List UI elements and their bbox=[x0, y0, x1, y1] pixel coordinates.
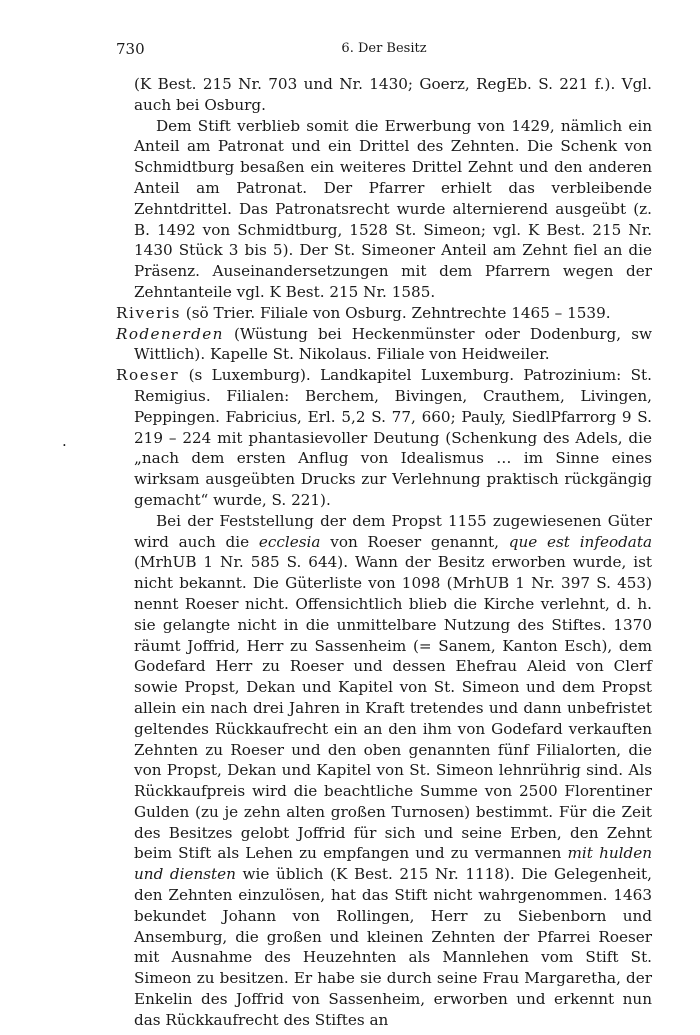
entry-rodenerden bbox=[116, 324, 652, 366]
entry-text: (s Luxemburg). Landkapitel Luxemburg. Patrozinium: St. Remigius. Filialen: Berchem, Bivingen, Crauthem, Livingen, Peppingen. Fabricius, Erl. 5,2 S. 77, 660; Pauly, SiedlPfarrorg 9 S. 219 – 224 mit phantasievoller Deutung (Schenkung des Adels, die „nach dem ersten Anflug von Idealismus … im Sinne eines wirksam ausgeübten Drucks zur Verlehnung praktisch rückgängig gemacht“ wurde, S. 221). bbox=[134, 366, 652, 509]
entry-riveris bbox=[116, 303, 652, 324]
place-name: Rodenerden bbox=[116, 324, 224, 343]
page-header bbox=[116, 40, 652, 60]
text-run: wie üblich (K Best. 215 Nr. 1118). Die Gelegenheit, den Zehnten einzulösen, hat das Stift nicht wahrgenommen. 1463 bekundet Johann von Rollingen, Herr zu Siebenborn und Ansemburg, die großen und kleinen Zehnten der Pfarrei Roeser mit Ausnahme des Heuzehnten als Mannlehen vom Stift St. Simeon zu besitzen. Er habe sie durch seine Frau Margaretha, der Enkelin des Joffrid von Sassenheim, erworben und erkennt nun das Rückkaufrecht des Stiftes an bbox=[134, 865, 652, 1029]
running-head: 6. Der Besitz bbox=[341, 41, 427, 56]
margin-mark: . bbox=[62, 432, 67, 450]
roeser-paragraph bbox=[116, 511, 652, 1031]
text-run: Bei der Feststellung der dem Propst 1155 zugewiesenen Güter wird auch die bbox=[134, 511, 652, 551]
italic-term: ecclesia bbox=[258, 532, 321, 551]
entry-text: (Wüstung bei Heckenmünster oder Dodenburg, sw Wittlich). Kapelle St. Nikolaus. Filiale von Heidweiler. bbox=[134, 324, 652, 364]
entry-roeser bbox=[116, 365, 652, 511]
place-name: Riveris bbox=[116, 303, 181, 322]
italic-term: mit hulden und diensten bbox=[134, 844, 652, 884]
continuation-paragraph: Dem Stift verblieb somit die Erwerbung von 1429, nämlich ein Anteil am Patronat und ein Drittel des Zehnten. Die Schenk von Schmidtburg besaßen ein weiteres Drittel Zehnt und den anderen Anteil am Patronat. Der Pfarrer erhielt das verbleibende Zehntdrittel. Das Patronatsrecht wurde alternierend ausgeübt (z. B. 1492 von Schmidtburg, 1528 St. Simeon; vgl. K Best. 215 Nr. 1430 Stück 3 bis 5). Der St. Simeoner Anteil am Zehnt fiel an die Präsenz. Auseinandersetzungen mit dem Pfarrern wegen der Zehntanteile vgl. K Best. 215 Nr. 1585. bbox=[134, 116, 652, 301]
body-text bbox=[116, 74, 652, 1031]
entry-text: (sö Trier. Filiale von Osburg. Zehntrechte 1465 – 1539. bbox=[180, 303, 611, 322]
continuation-line: (K Best. 215 Nr. 703 und Nr. 1430; Goerz, RegEb. S. 221 f.). Vgl. auch bei Osburg. bbox=[134, 75, 652, 114]
text-run: von Roeser genannt, bbox=[320, 532, 509, 551]
text-run: (MrhUB 1 Nr. 585 S. 644). Wann der Besitz erworben wurde, ist nicht bekannt. Die Güterliste von 1098 (MrhUB 1 Nr. 397 S. 453) nennt Roeser nicht. Offensichtlich blieb die Kirche verlehnt, d. h. sie gelangte nicht in die unmittelbare Nutzung des Stiftes. 1370 räumt Joffrid, Herr zu Sassenheim (= Sanem, Kanton Esch), dem Godefard Herr zu Roeser und dessen Ehefrau Aleid von Clerf sowie Propst, Dekan und Kapitel von St. Simeon und dem Propst allein ein nach drei Jahren in Kraft tretendes und dann unbefristet geltendes Rückkaufrecht ein an den ihm von Godefard verkauften Zehnten zu Roeser und den oben genannten fünf Filialorten, die von Propst, Dekan und Kapitel von St. Simeon lehnrührig sind. Als Rückkaufpreis wird die beachtliche Summe von 2500 Florentiner Gulden (zu je zehn alten großen Turnosen) bestimmt. Für die Zeit des Besitzes gelobt Joffrid für sich und seine Erben, den Zehnt beim Stift als Lehen zu empfangen und zu vermannen bbox=[134, 553, 652, 863]
place-name: Roeser bbox=[116, 366, 180, 385]
italic-term: que est infeodata bbox=[508, 532, 653, 551]
page-number: 730 bbox=[116, 40, 145, 58]
